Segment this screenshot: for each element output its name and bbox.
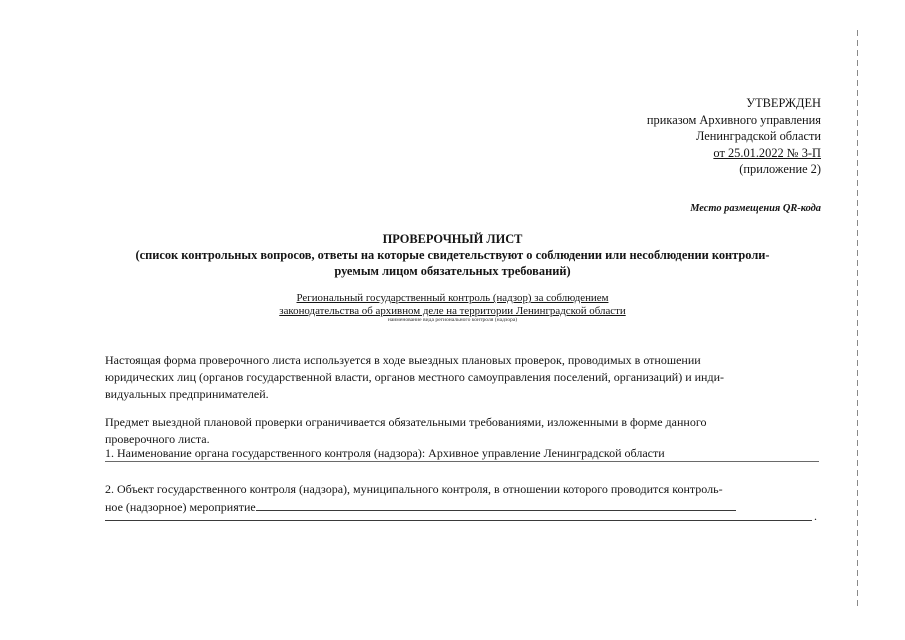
title-subtitle-line2: руемым лицом обязательных требований) <box>334 264 571 279</box>
paragraph-usage <box>105 352 819 404</box>
paragraph-usage-line2: юридических лиц (органов государственной власти, органов местного самоуправления поселений, организаций) и инди- <box>105 370 725 385</box>
paragraph-subject-line2: проверочного листа. <box>105 432 210 447</box>
document-title <box>0 231 905 280</box>
control-type-line2: законодательства об архивном деле на территории Ленинградской области <box>279 304 626 317</box>
control-type-line1: Региональный государственный контроль (надзор) за соблюдением <box>296 292 609 304</box>
paragraph-usage-line3: видуальных предпринимателей. <box>105 387 269 402</box>
item-2-line1: 2. Объект государственного контроля (надзора), муниципального контроля, в отношении которого проводится контроль- <box>105 482 723 496</box>
approval-appendix: (приложение 2) <box>739 162 821 177</box>
item-2-line2-text: ное (надзорное) мероприятие <box>105 500 256 515</box>
approval-heading: УТВЕРЖДЕН <box>746 96 821 110</box>
item-2-end-period: . <box>814 509 817 523</box>
approval-date-number: от 25.01.2022 № 3-П <box>713 145 821 160</box>
item-2-control-object <box>105 481 819 516</box>
item-2-line2 <box>105 498 819 516</box>
item-2-fill-line-full[interactable] <box>105 520 812 521</box>
title-subtitle-line1: (список контрольных вопросов, ответы на которые свидетельствуют о соблюдении или несоблюдении контроли- <box>135 248 770 263</box>
approval-order: приказом Архивного управления <box>646 112 821 127</box>
paragraph-subject-line1: Предмет выездной плановой проверки ограничивается обязательными требованиями, изложенными в форме данного <box>105 415 707 429</box>
approval-stamp <box>647 95 821 178</box>
approval-region: Ленинградской области <box>695 129 821 144</box>
paragraph-subject <box>105 414 819 448</box>
title-main: ПРОВЕРОЧНЫЙ ЛИСТ <box>382 232 523 246</box>
control-type-caption: наименование вида регионального контроля (надзора) <box>387 317 518 324</box>
control-type-block <box>0 292 905 324</box>
item-1-text: 1. Наименование органа государственного контроля (надзора): Архивное управление Ленинградской области <box>105 446 665 460</box>
paragraph-usage-line1: Настоящая форма проверочного листа используется в ходе выездных плановых проверок, проводимых в отношении <box>105 353 701 367</box>
qr-code-placeholder-note: Место размещения QR-кода <box>690 203 821 214</box>
item-1-underline <box>105 461 819 462</box>
item-1-authority-name <box>105 445 819 462</box>
item-2-fill-line[interactable] <box>256 498 736 511</box>
